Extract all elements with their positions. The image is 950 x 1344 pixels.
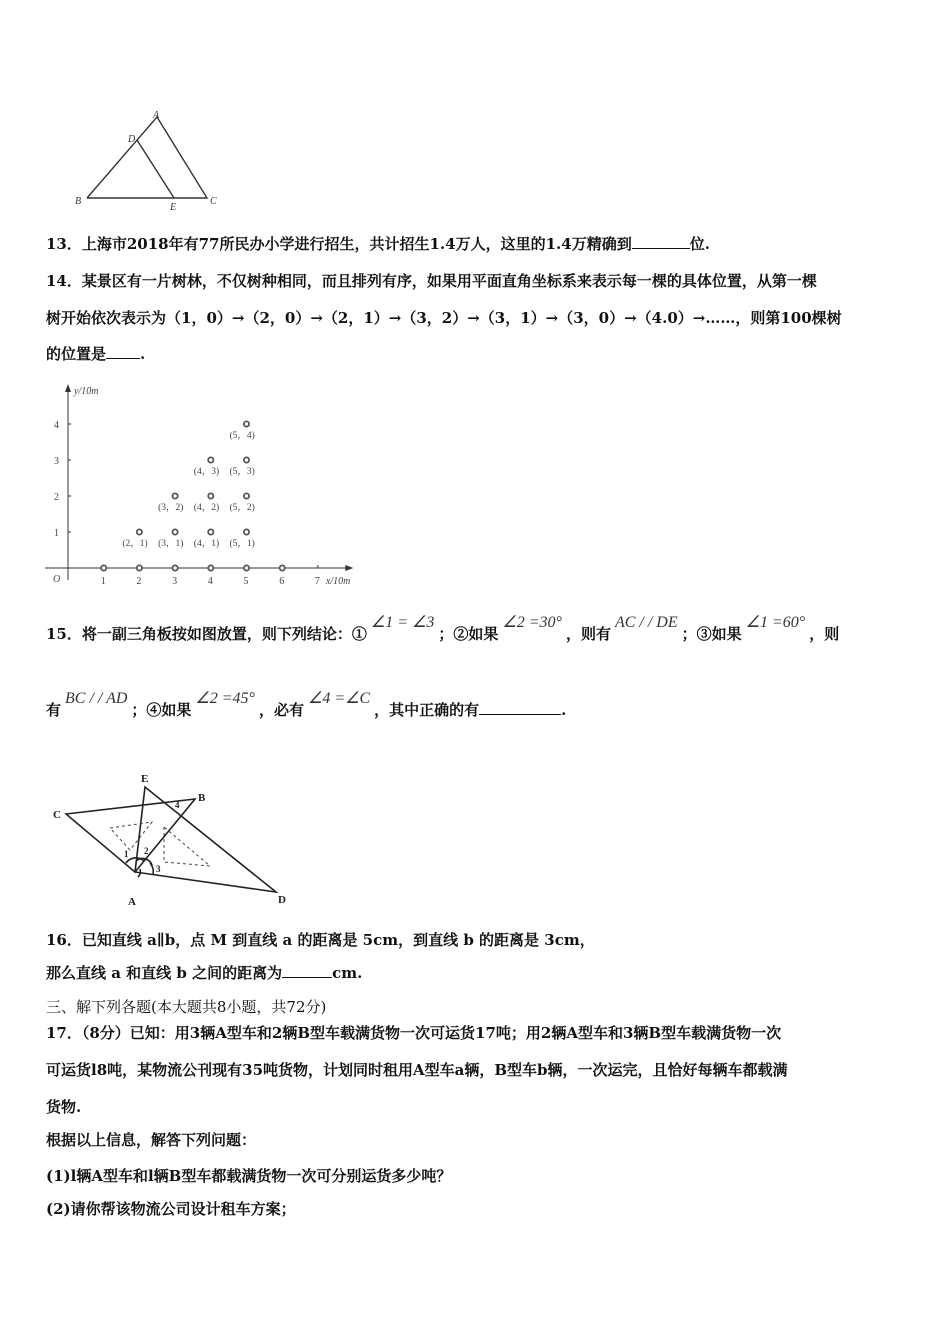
label-D: D [278,894,286,906]
q15-text: 有 [46,701,62,719]
label-A: A [153,110,160,121]
q16-text: 那么直线 a 和直线 b 之间的距离为 [46,964,283,982]
question-17-line2: 可运货l8吨，某物流公刊现有35吨货物，计划同时租用A型车a辆，B型车b辆，一次运完，且恰好每辆车都载满 [46,1061,788,1079]
x-tick-label: 2 [136,576,142,587]
tree-point [244,529,249,534]
q15-text: 15．将一副三角板按如图放置，则下列结论：① [46,625,367,643]
label-D: D [128,134,136,145]
math-expr: ∠2 =30° [502,614,562,631]
question-14-line1: 14．某景区有一片树林，不仅树种相同，而且排列有序，如果用平面直角坐标系来表示每一棵的具体位置，从第一棵 [46,272,817,290]
q13-text: 13．上海市2018年有77所民办小学进行招生，共计招生1.4万人，这里的1.4万精确到 [46,235,632,253]
q15-text: ；②如果 [438,625,499,643]
math-expr: ∠4 =∠C [307,690,371,707]
triangle-figure [70,108,230,213]
q15-text: ；③如果 [681,625,742,643]
label-C: C [53,809,61,821]
q15-text: ；④如果 [131,701,192,719]
q15-text: ，其中正确的有 [374,701,480,719]
question-17-line3: 货物. [46,1098,82,1116]
tree-point [208,565,213,570]
angle-2-label: 2 [144,846,149,856]
point-label: (5，4) [229,431,255,441]
tree-point [280,565,285,570]
label-E: E [170,202,177,213]
x-tick-label: 1 [100,576,106,587]
q13-suffix: 位. [689,235,710,253]
math-expr: ∠2 =45° [195,690,255,707]
question-17-part1: (1)l辆A型车和l辆B型车都载满货物一次可分别运货多少吨？ [46,1167,452,1185]
math-expr: AC / / DE [614,614,678,631]
tree-point [244,565,249,570]
tree-point [173,493,178,498]
question-16-line2 [46,963,362,983]
tree-point [244,493,249,498]
point-label: (4，3) [193,467,220,477]
question-14-line3 [46,344,145,364]
tree-point [244,457,249,462]
answer-blank[interactable] [632,234,690,249]
answer-blank[interactable] [282,963,332,978]
question-14-line2: 树开始依次表示为（1，0）→（2，0）→（2，1）→（3，2）→（3，1）→（3，0）→（4.0）→……，则第100棵树 [46,309,842,327]
y-axis-arrow [65,384,71,392]
tree-point [208,493,213,498]
point-label: (5，3) [229,467,255,477]
x-tick-label: 7 [314,576,320,587]
question-16-line1: 16．已知直线 a∥b，点 M 到直线 a 的距离是 5cm，到直线 b 的距离是 3cm， [46,931,595,949]
section-heading: 三、解下列各题(本大题共8小题，共72分) [46,998,327,1016]
tree-point [173,529,178,534]
point-label: (3，2) [158,503,184,513]
q14-suffix: . [140,345,146,363]
x-tick-label: 5 [243,576,249,587]
y-tick-label: 4 [54,420,59,431]
x-tick-label: 6 [279,576,285,587]
x-tick-label: 3 [172,576,178,587]
tree-point [208,529,213,534]
question-13 [46,234,710,254]
label-A: A [128,896,136,908]
tree-point [137,529,142,534]
math-expr: ∠1 = ∠3 [370,614,435,631]
y-tick-label: 2 [54,492,59,503]
answer-blank[interactable] [106,344,140,359]
point-label: (5，1) [229,539,255,549]
question-17-part2: (2)请你帮该物流公司设计租车方案； [46,1200,296,1218]
y-axis-label: y/10m [74,386,99,397]
question-17-line1: 17．（8分）已知：用3辆A型车和2辆B型车载满货物一次可运货17吨；用2辆A型车和3辆B型车载满货物一次 [46,1024,782,1042]
question-15-line1 [46,614,840,645]
point-label: (3，1) [158,539,184,549]
y-tick-label: 1 [54,528,59,539]
angle-3-label: 3 [156,864,161,874]
question-15-line2 [46,690,567,721]
q15-text: ，则有 [565,625,611,643]
point-label: (4，1) [193,539,220,549]
tree-point [244,421,249,426]
tree-point [101,565,106,570]
q15-text: ，则 [809,625,840,643]
tree-coordinate-chart [40,380,370,590]
answer-blank[interactable] [479,700,561,715]
x-axis-label: x/10m [325,576,351,587]
point-label: (2，1) [122,539,148,549]
x-axis-arrow [345,565,353,571]
point-label: (5，2) [229,503,255,513]
math-expr: BC / / AD [65,690,128,707]
tree-point [208,457,213,462]
y-tick-label: 3 [54,456,59,467]
math-expr: ∠1 =60° [745,614,806,631]
question-17-line4: 根据以上信息，解答下列问题： [46,1131,257,1149]
tree-point [137,565,142,570]
set-squares-figure [40,765,300,910]
origin-label: O [53,574,61,585]
angle-4-label: 4 [175,800,180,810]
q15-text: ，必有 [258,701,304,719]
label-E: E [141,773,149,785]
tree-point [173,565,178,570]
q14-text: 的位置是 [46,345,107,363]
label-B: B [198,792,206,804]
angle-1-label: 1 [124,849,129,859]
x-tick-label: 4 [207,576,213,587]
label-C: C [210,196,217,207]
label-B: B [75,196,82,207]
point-label: (4，2) [193,503,220,513]
q15-suffix: . [561,701,567,719]
q16-suffix: cm. [332,964,363,982]
